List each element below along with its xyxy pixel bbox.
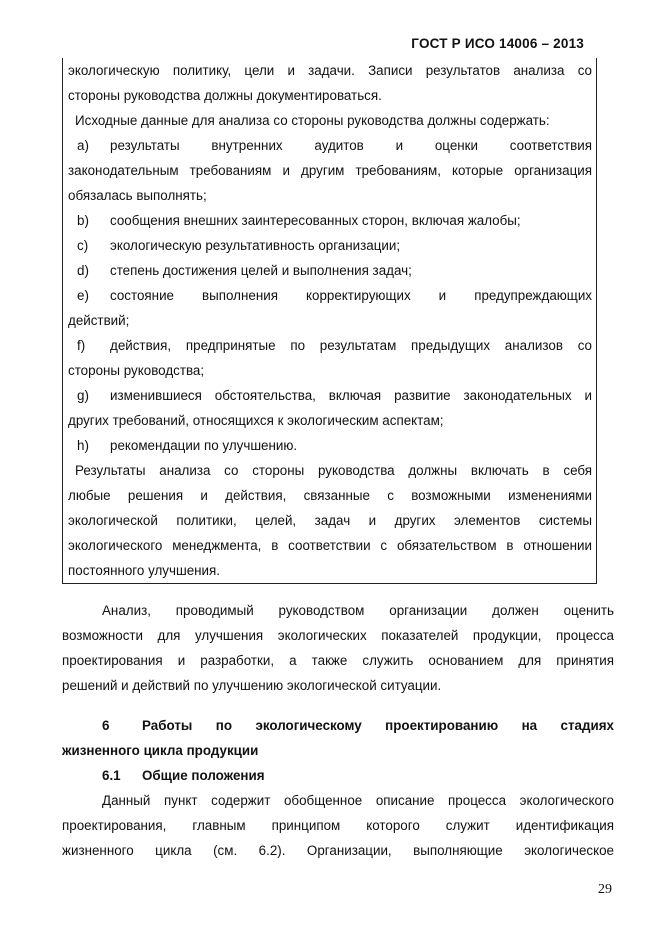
section-title: жизненного цикла продукции [62, 743, 259, 758]
body-text-line: жизненного цикла (см. 6.2). Организации, выполняющие экологическое [62, 843, 614, 858]
section-number: 6 [102, 718, 110, 733]
box-text-line: экологическую политику, цели и задачи. Записи результатов анализа со [68, 63, 592, 78]
document-header: ГОСТ Р ИСО 14006 – 2013 [411, 36, 584, 51]
box-results-line: любые решения и действия, связанные с возможными изменениями [68, 488, 592, 503]
list-label: b) [77, 213, 89, 228]
list-item-text: результаты внутренних аудитов и оценки соответствия [110, 138, 592, 153]
box-results-line: экологического менеджмента, в соответствии с обязательством в отношении [68, 538, 592, 553]
list-label: d) [77, 263, 89, 278]
list-item-text: экологическую результативность организации; [110, 238, 401, 253]
list-item-text: стороны руководства; [68, 363, 205, 378]
page-number: 29 [598, 882, 612, 897]
box-intro: Исходные данные для анализа со стороны руководства должны содержать: [75, 113, 550, 128]
list-label: h) [77, 438, 89, 453]
list-item-text: других требований, относящихся к экологическим аспектам; [68, 413, 444, 428]
list-item-text: рекомендации по улучшению. [110, 438, 298, 453]
body-text-line: решений и действий по улучшению экологической ситуации. [62, 678, 442, 693]
list-item-text: действия, предпринятые по результатам предыдущих анализов со [110, 338, 592, 353]
list-item-text: состояние выполнения корректирующих и предупреждающих [110, 288, 592, 303]
list-item-text: законодательным требованиям и другим требованиям, которые организация [68, 163, 592, 178]
list-item-text: изменившиеся обстоятельства, включая развитие законодательных и [110, 388, 592, 403]
body-text-line: Данный пункт содержит обобщенное описание процесса экологического [102, 793, 614, 808]
body-text-line: проектирования и разработки, а также служить основанием для принятия [62, 653, 614, 668]
list-item-text: сообщения внешних заинтересованных сторон, включая жалобы; [110, 213, 521, 228]
list-label: f) [77, 338, 86, 353]
body-text-line: проектирования, главным принципом которого служит идентификация [62, 818, 614, 833]
box-text-line: стороны руководства должны документироваться. [68, 88, 382, 103]
box-results-line: постоянного улучшения. [68, 563, 220, 578]
body-text-line: возможности для улучшения экологических показателей продукции, процесса [62, 628, 614, 643]
subsection-number: 6.1 [102, 768, 121, 783]
subsection-title: Общие положения [142, 768, 265, 783]
list-item-text: степень достижения целей и выполнения задач; [110, 263, 412, 278]
box-results-line: Результаты анализа со стороны руководства должны включать в себя [75, 463, 592, 478]
list-label: e) [77, 288, 89, 303]
list-item-text: действий; [68, 313, 130, 328]
section-title: Работы по экологическому проектированию на стадиях [142, 718, 614, 733]
box-results-line: экологической политики, целей, задач и других элементов системы [68, 513, 592, 528]
list-label: a) [77, 138, 89, 153]
list-label: g) [77, 388, 89, 403]
body-text-line: Анализ, проводимый руководством организации должен оценить [102, 603, 614, 618]
list-item-text: обязалась выполнять; [68, 188, 207, 203]
list-label: c) [77, 238, 89, 253]
